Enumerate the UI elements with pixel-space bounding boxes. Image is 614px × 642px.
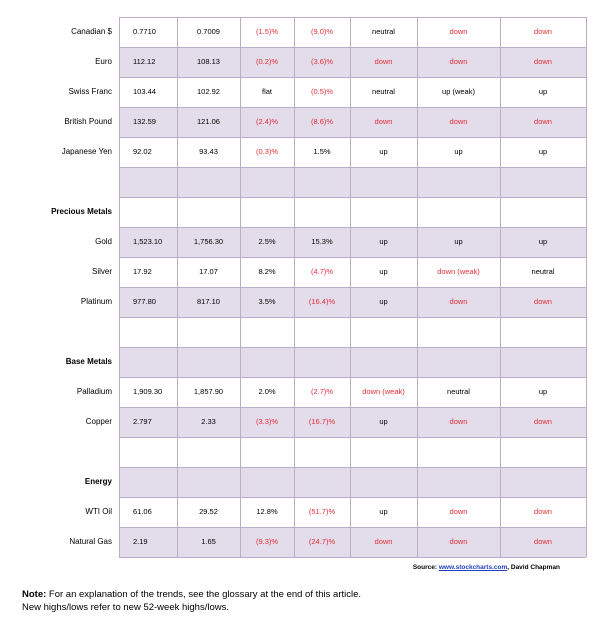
table-cell: 102.92 xyxy=(197,87,220,96)
table-cell: 103.44 xyxy=(133,87,156,96)
table-cell: (3.6)% xyxy=(310,57,334,66)
table-cell: down xyxy=(534,57,552,66)
table-cell: 1.65 xyxy=(201,537,216,546)
note-line-1 xyxy=(22,589,361,600)
table-cell: up (weak) xyxy=(442,87,475,96)
table-cell: up xyxy=(538,387,548,396)
table-row xyxy=(119,437,586,467)
table-cell: (9.0)% xyxy=(310,27,334,36)
table-cell: down xyxy=(449,537,468,546)
grid-line-horizontal xyxy=(119,407,586,408)
table-cell: 1,909.30 xyxy=(133,387,163,396)
table-cell: (4.7)% xyxy=(310,267,334,276)
table-cell: down xyxy=(449,507,468,516)
table-cell: flat xyxy=(261,87,272,96)
table-cell: 1,756.30 xyxy=(193,237,224,246)
grid-line-vertical xyxy=(586,17,587,557)
grid-line-horizontal xyxy=(119,377,586,378)
table-cell: (0.5)% xyxy=(310,87,334,96)
table-cell: down xyxy=(534,27,552,36)
table-cell: (16.7)% xyxy=(308,417,336,426)
table-row xyxy=(119,167,586,197)
source-credit xyxy=(380,564,560,571)
row-label: WTI Oil xyxy=(85,507,112,516)
table-cell: (9.3)% xyxy=(255,537,279,546)
table-cell: 1,857.90 xyxy=(193,387,224,396)
table-cell: up xyxy=(379,507,388,516)
table-cell: down (weak) xyxy=(362,387,405,396)
section-heading: Base Metals xyxy=(65,357,112,366)
table-cell: down xyxy=(534,297,552,306)
row-label: Gold xyxy=(95,237,112,246)
table-cell: up xyxy=(379,417,388,426)
row-label: Swiss Franc xyxy=(68,87,112,96)
table-cell: down xyxy=(374,117,393,126)
table-cell: up xyxy=(454,147,463,156)
table-cell: up xyxy=(379,297,388,306)
grid-line-horizontal xyxy=(119,317,586,318)
note-line-2: New highs/lows refer to new 52-week highs/lows. xyxy=(22,602,229,613)
table-cell: 12.8% xyxy=(256,507,278,516)
row-label: Platinum xyxy=(80,297,112,306)
table-cell: (2.7)% xyxy=(310,387,334,396)
table-cell: (51.7)% xyxy=(308,507,336,516)
table-cell: up xyxy=(538,237,548,246)
table-cell: down xyxy=(449,297,468,306)
grid-line-vertical xyxy=(240,17,241,557)
table-cell: (24.7)% xyxy=(308,537,336,546)
table-row xyxy=(119,347,586,377)
source-prefix: Source: xyxy=(412,564,439,571)
table-cell: 61.06 xyxy=(133,507,152,516)
table-cell: neutral xyxy=(447,387,470,396)
section-heading: Precious Metals xyxy=(51,207,112,216)
table-cell: neutral xyxy=(372,27,395,36)
row-label: Palladium xyxy=(76,387,112,396)
table-cell: 2.797 xyxy=(133,417,152,426)
grid-line-horizontal xyxy=(119,557,586,558)
table-row xyxy=(119,197,586,227)
table-cell: down xyxy=(374,537,393,546)
table-cell: (16.4)% xyxy=(308,297,336,306)
table-cell: 108.13 xyxy=(197,57,220,66)
grid-line-horizontal xyxy=(119,47,586,48)
grid-line-horizontal xyxy=(119,107,586,108)
table-cell: down xyxy=(534,537,552,546)
table-cell: (1.5)% xyxy=(255,27,279,36)
grid-line-horizontal xyxy=(119,527,586,528)
table-cell: 29.52 xyxy=(199,507,218,516)
row-label: Silver xyxy=(91,267,112,276)
grid-line-vertical xyxy=(177,17,178,557)
table-cell: 121.06 xyxy=(197,117,220,126)
row-label: Copper xyxy=(85,417,112,426)
table-cell: 2.0% xyxy=(258,387,276,396)
table-cell: 8.2% xyxy=(258,267,276,276)
row-label: Euro xyxy=(95,57,112,66)
grid-line-vertical xyxy=(417,17,418,557)
row-label: Canadian $ xyxy=(71,27,112,36)
table-cell: (0.2)% xyxy=(255,57,279,66)
source-suffix: , David Chapman xyxy=(507,564,560,571)
table-cell: (0.3)% xyxy=(255,147,279,156)
table-cell: 17.07 xyxy=(199,267,218,276)
table-cell: down (weak) xyxy=(437,267,480,276)
row-label: Natural Gas xyxy=(69,537,112,546)
note-label: Note: xyxy=(22,589,47,600)
table-cell: up xyxy=(379,147,388,156)
table-cell: down xyxy=(534,507,552,516)
table-cell: 92.02 xyxy=(133,147,152,156)
grid-line-vertical xyxy=(294,17,295,557)
table-cell: (2.4)% xyxy=(255,117,279,126)
table-cell: 0.7710 xyxy=(133,27,156,36)
table-cell: down xyxy=(534,417,552,426)
grid-line-horizontal xyxy=(119,17,586,18)
grid-line-horizontal xyxy=(119,257,586,258)
table-cell: down xyxy=(449,57,468,66)
section-heading: Energy xyxy=(84,477,112,486)
grid-line-horizontal xyxy=(119,167,586,168)
table-cell: 15.3% xyxy=(311,237,333,246)
table-cell: up xyxy=(538,87,548,96)
table-cell: 112.12 xyxy=(133,57,156,66)
row-label: British Pound xyxy=(64,117,112,126)
table-cell: 1,523.10 xyxy=(133,237,163,246)
grid-line-horizontal xyxy=(119,227,586,228)
table-cell: (3.3)% xyxy=(255,417,279,426)
table-row xyxy=(119,317,586,347)
table-cell: 0.7009 xyxy=(197,27,220,36)
table-cell: 17.92 xyxy=(133,267,152,276)
grid-line-horizontal xyxy=(119,467,586,468)
table-cell: down xyxy=(374,57,393,66)
grid-line-horizontal xyxy=(119,77,586,78)
table-cell: up xyxy=(379,237,388,246)
grid-line-horizontal xyxy=(119,437,586,438)
table-cell: neutral xyxy=(531,267,555,276)
table-cell: down xyxy=(449,417,468,426)
table-cell: 1.5% xyxy=(313,147,331,156)
grid-line-vertical xyxy=(500,17,501,557)
row-label: Japanese Yen xyxy=(61,147,112,156)
table-row xyxy=(119,467,586,497)
table-cell: up xyxy=(379,267,388,276)
grid-line-vertical xyxy=(350,17,351,557)
table-cell: 2.33 xyxy=(201,417,216,426)
grid-line-horizontal xyxy=(119,347,586,348)
source-link[interactable]: www.stockcharts.com xyxy=(438,564,508,571)
table-cell: 817.10 xyxy=(197,297,220,306)
table-cell: 132.59 xyxy=(133,117,156,126)
table-cell: 2.19 xyxy=(133,537,148,546)
table-cell: down xyxy=(449,117,468,126)
note-text: For an explanation of the trends, see the glossary at the end of this article. xyxy=(46,589,362,600)
table-cell: neutral xyxy=(372,87,395,96)
grid-line-vertical xyxy=(119,17,120,557)
grid-line-horizontal xyxy=(119,137,586,138)
table-cell: 3.5% xyxy=(258,297,276,306)
grid-line-horizontal xyxy=(119,497,586,498)
table-cell: up xyxy=(454,237,463,246)
table-cell: 977.80 xyxy=(133,297,156,306)
table-cell: 2.5% xyxy=(258,237,276,246)
table-cell: down xyxy=(449,27,468,36)
grid-line-horizontal xyxy=(119,287,586,288)
grid-line-horizontal xyxy=(119,197,586,198)
table-cell: 93.43 xyxy=(199,147,218,156)
table-cell: down xyxy=(534,117,552,126)
table-cell: up xyxy=(538,147,548,156)
table-cell: (8.6)% xyxy=(310,117,334,126)
